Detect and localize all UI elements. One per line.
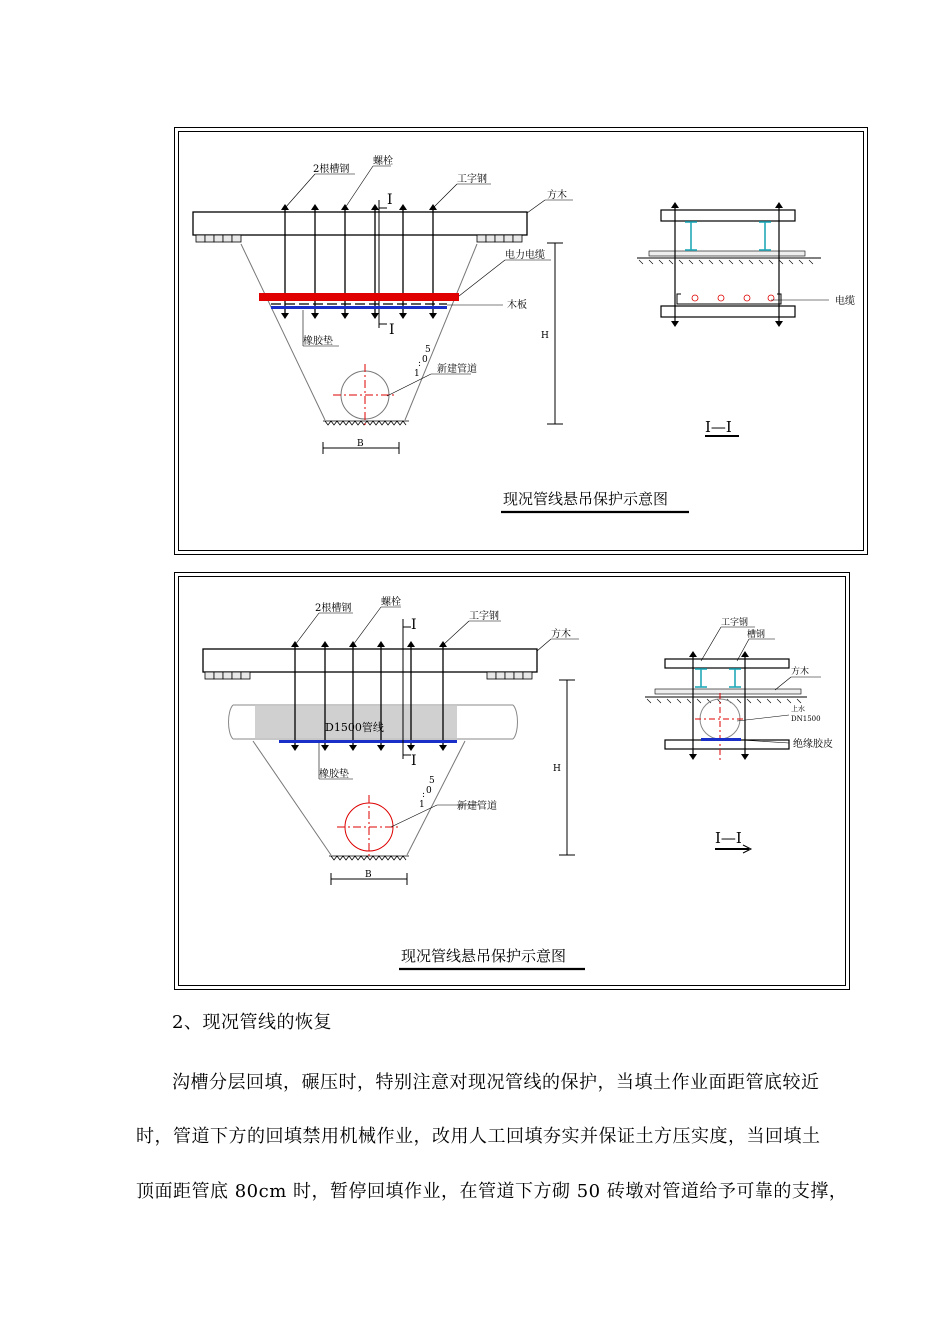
label-pipe: D1500管线 (325, 721, 384, 734)
label-wood-board: 木板 (507, 300, 527, 311)
label-new-pipe: 新建管道 (437, 364, 477, 375)
hanging-bolts (285, 206, 433, 318)
figure-1-drawing (175, 128, 867, 554)
label-bolt: 螺栓 (381, 597, 401, 608)
trench-bottom (323, 421, 409, 425)
label-section-pipe-b: DN1500 (791, 715, 821, 723)
top-beam (203, 649, 537, 672)
label-new-pipe: 新建管道 (457, 801, 497, 812)
slope-5: 5 (425, 345, 431, 355)
label-section-square-timber: 方木 (791, 667, 810, 677)
trench-slope-right (405, 244, 477, 420)
figure-1-caption: 现况管线悬吊保护示意图 (503, 490, 669, 508)
section-title-1: I—I (705, 418, 732, 436)
label-rubber-pad: 橡胶垫 (303, 336, 333, 347)
label-section-i-beam: 工字钢 (721, 618, 749, 628)
slope-1: 1 (414, 369, 420, 379)
slope-1: 1 (419, 800, 425, 810)
label-channel-steel: 2根槽钢 (315, 603, 352, 614)
paragraph-line-3: 顶面距管底 80cm 时，暂停回填作业，在管道下方砌 50 砖墩对管道给予可靠的支撑， (136, 1181, 848, 1202)
label-section-channel: 槽钢 (747, 630, 766, 640)
section-label-bottom: I (389, 322, 395, 338)
slope-5: 5 (429, 776, 435, 786)
section-label-top: I (387, 192, 393, 208)
section-view-1 (637, 202, 829, 436)
slope-colon: : (422, 790, 426, 800)
label-cable: 电缆 (835, 296, 855, 307)
label-i-beam: 工字钢 (457, 174, 487, 185)
section-title-2: I—I (715, 829, 742, 847)
slope-0: 0 (422, 355, 428, 365)
label-section-pipe-a: 上水 (791, 705, 805, 713)
timber-blocks-right (487, 672, 532, 679)
section-label-bottom: I (411, 753, 417, 769)
label-i-beam: 工字钢 (469, 611, 499, 622)
paragraph-line-2: 时，管道下方的回填禁用机械作业，改用人工回填夯实并保证土方压实度，当回填土 (136, 1126, 821, 1147)
label-square-timber: 方木 (547, 190, 567, 201)
top-beam (193, 212, 527, 235)
rubber-pad (279, 740, 457, 743)
paragraph-line-1: 沟槽分层回填，碾压时，特别注意对现况管线的保护，当填土作业面距管底较近 (172, 1072, 820, 1093)
power-cable (259, 293, 459, 301)
dimension-b-label: B (357, 439, 364, 449)
figure-1-frame (174, 127, 868, 555)
timber-blocks-right (477, 235, 522, 242)
label-power-cable: 电力电缆 (505, 250, 545, 261)
label-channel-steel: 2根槽钢 (313, 164, 350, 175)
label-bolt: 螺栓 (373, 156, 393, 167)
figure-2-frame (174, 572, 850, 990)
trench-bottom (329, 856, 409, 860)
section-heading: 2、现况管线的恢复 (172, 1012, 332, 1033)
bolt-nuts (281, 204, 437, 319)
figure-2-drawing (175, 573, 849, 989)
dimension-h (559, 680, 575, 855)
timber-blocks-left (205, 672, 250, 679)
label-insulation: 绝缘胶皮 (793, 739, 833, 750)
label-square-timber: 方木 (551, 629, 571, 640)
dimension-h-label: H (553, 764, 561, 774)
slope-0: 0 (426, 786, 432, 796)
dimension-b-label: B (365, 870, 372, 880)
dimension-h (547, 243, 563, 424)
dimension-h-label: H (541, 331, 549, 341)
section-label-top: I (411, 617, 417, 633)
label-rubber-pad: 橡胶垫 (319, 769, 349, 780)
trench-slope-left (241, 244, 325, 420)
slope-colon: : (418, 359, 422, 369)
timber-blocks-left (196, 235, 241, 242)
rubber-pad (271, 306, 447, 309)
figure-2-caption: 现况管线悬吊保护示意图 (401, 947, 567, 965)
